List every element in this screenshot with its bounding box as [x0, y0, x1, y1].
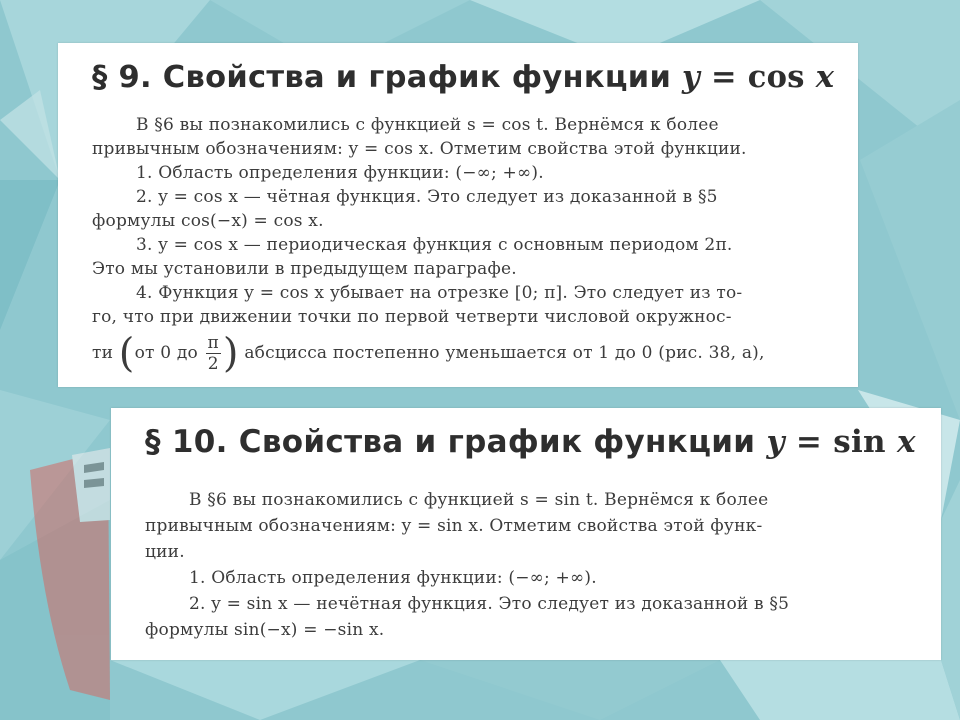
- fraction-denominator: 2: [207, 354, 219, 374]
- left-paren: (: [118, 330, 135, 377]
- text-line: го, что при движении точки по первой четверти числовой окружнос-: [92, 307, 732, 327]
- section-10-title: [145, 424, 916, 460]
- text-line: 2. y = cos x — чётная функция. Это следует из доказанной в §5: [136, 187, 718, 207]
- right-paren: ): [222, 330, 239, 377]
- text-line: 3. y = cos x — периодическая функция с основным периодом 2π.: [136, 235, 733, 255]
- title-text: § 9. Свойства и график функции: [92, 60, 683, 95]
- title-var-x: x: [815, 59, 835, 95]
- text-line: Это мы установили в предыдущем параграфе.: [92, 259, 517, 279]
- line-start: ти: [92, 343, 119, 363]
- text-line: 2. y = sin x — нечётная функция. Это следует из доказанной в §5: [189, 594, 790, 614]
- text-line: 1. Область определения функции: (−∞; +∞).: [189, 568, 597, 588]
- fraction-numerator: π: [207, 333, 219, 353]
- text-line: привычным обозначениям: y = sin x. Отметим свойства этой функ-: [145, 516, 763, 536]
- title-equation: = cos: [700, 59, 816, 95]
- text-line: формулы cos(−x) = cos x.: [92, 211, 324, 231]
- text-line: формулы sin(−x) = −sin x.: [145, 620, 385, 640]
- fraction-pi-over-2: [206, 333, 221, 374]
- section-9-card: [58, 43, 858, 387]
- title-var-y: y: [682, 59, 701, 95]
- text-line: 1. Область определения функции: (−∞; +∞).: [136, 163, 544, 183]
- text-line: В §6 вы познакомились с функцией s = sin t. Вернёмся к более: [189, 490, 769, 510]
- title-text: § 10. Свойства и график функции: [145, 424, 767, 460]
- text-line: 4. Функция y = cos x убывает на отрезке [0; π]. Это следует из то-: [136, 283, 743, 303]
- paren-text: от 0 до: [134, 343, 204, 363]
- title-equation: = sin: [784, 424, 897, 460]
- text-line: ции.: [145, 542, 185, 562]
- text-line: В §6 вы познакомились с функцией s = cos t. Вернёмся к более: [136, 115, 719, 135]
- text-line-with-fraction: [92, 329, 765, 377]
- section-9-title: [92, 59, 834, 95]
- section-10-card: [111, 408, 941, 660]
- text-line: привычным обозначениям: y = cos x. Отметим свойства этой функции.: [92, 139, 747, 159]
- title-var-x: x: [897, 424, 916, 460]
- title-var-y: y: [766, 424, 785, 460]
- line-rest: абсцисса постепенно уменьшается от 1 до 0 (рис. 38, а),: [238, 343, 765, 363]
